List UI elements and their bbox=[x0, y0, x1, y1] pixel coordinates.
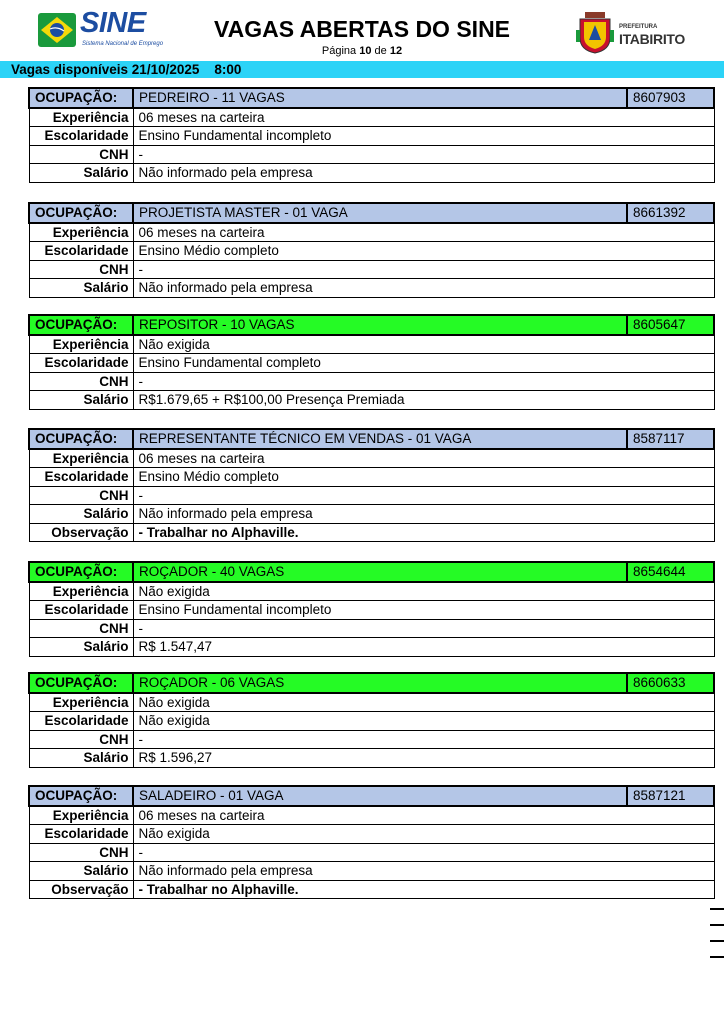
experience-value: Não exigida bbox=[133, 335, 714, 354]
occupation-title: REPOSITOR - 10 VAGAS bbox=[133, 315, 627, 335]
experience-row bbox=[29, 693, 714, 712]
education-row bbox=[29, 354, 714, 373]
education-value: Ensino Médio completo bbox=[133, 468, 714, 487]
occupation-title: PEDREIRO - 11 VAGAS bbox=[133, 88, 627, 108]
salary-value: Não informado pela empresa bbox=[133, 164, 714, 183]
education-row bbox=[29, 127, 714, 146]
cnh-value: - bbox=[133, 619, 714, 638]
availability-date-bar: Vagas disponíveis 21/10/2025 8:00 bbox=[0, 61, 724, 78]
salary-label: Salário bbox=[29, 164, 133, 183]
job-header-row bbox=[29, 786, 714, 806]
occupation-label: OCUPAÇÃO: bbox=[29, 315, 133, 335]
cnh-row bbox=[29, 619, 714, 638]
occupation-title: REPRESENTANTE TÉCNICO EM VENDAS - 01 VAGA bbox=[133, 429, 627, 449]
job-code: 8660633 bbox=[627, 673, 714, 693]
education-value: Ensino Médio completo bbox=[133, 242, 714, 261]
cnh-row bbox=[29, 145, 714, 164]
job-code: 8661392 bbox=[627, 203, 714, 223]
cnh-label: CNH bbox=[29, 843, 133, 862]
occupation-label: OCUPAÇÃO: bbox=[29, 673, 133, 693]
observation-label: Observação bbox=[29, 880, 133, 899]
experience-row bbox=[29, 108, 714, 127]
cnh-row bbox=[29, 486, 714, 505]
occupation-label: OCUPAÇÃO: bbox=[29, 786, 133, 806]
experience-row bbox=[29, 582, 714, 601]
cnh-value: - bbox=[133, 145, 714, 164]
occupation-label: OCUPAÇÃO: bbox=[29, 429, 133, 449]
cnh-row bbox=[29, 372, 714, 391]
job-header-row bbox=[29, 673, 714, 693]
observation-label: Observação bbox=[29, 523, 133, 542]
education-label: Escolaridade bbox=[29, 354, 133, 373]
cnh-row bbox=[29, 730, 714, 749]
job-header-row bbox=[29, 203, 714, 223]
job-table bbox=[28, 672, 715, 768]
education-label: Escolaridade bbox=[29, 825, 133, 844]
prefeitura-label: PREFEITURA bbox=[619, 24, 658, 30]
job-header-row bbox=[29, 562, 714, 582]
edge-mark bbox=[710, 924, 724, 926]
experience-label: Experiência bbox=[29, 223, 133, 242]
experience-row bbox=[29, 223, 714, 242]
observation-row bbox=[29, 880, 714, 899]
job-header-row bbox=[29, 88, 714, 108]
job-table bbox=[28, 428, 715, 542]
salary-row bbox=[29, 862, 714, 881]
education-row bbox=[29, 825, 714, 844]
cnh-row bbox=[29, 260, 714, 279]
cnh-label: CNH bbox=[29, 260, 133, 279]
salary-row bbox=[29, 279, 714, 298]
cnh-label: CNH bbox=[29, 145, 133, 164]
education-label: Escolaridade bbox=[29, 127, 133, 146]
experience-label: Experiência bbox=[29, 335, 133, 354]
experience-value: 06 meses na carteira bbox=[133, 223, 714, 242]
education-value: Não exigida bbox=[133, 712, 714, 731]
job-code: 8607903 bbox=[627, 88, 714, 108]
experience-value: Não exigida bbox=[133, 693, 714, 712]
observation-value: - Trabalhar no Alphaville. bbox=[133, 880, 714, 899]
cnh-label: CNH bbox=[29, 486, 133, 505]
city-crest-icon bbox=[576, 12, 614, 54]
experience-value: 06 meses na carteira bbox=[133, 806, 714, 825]
experience-value: 06 meses na carteira bbox=[133, 108, 714, 127]
page-edge-marks bbox=[710, 908, 724, 972]
observation-value: - Trabalhar no Alphaville. bbox=[133, 523, 714, 542]
salary-label: Salário bbox=[29, 749, 133, 768]
occupation-label: OCUPAÇÃO: bbox=[29, 562, 133, 582]
education-row bbox=[29, 712, 714, 731]
cnh-label: CNH bbox=[29, 730, 133, 749]
cnh-label: CNH bbox=[29, 619, 133, 638]
page-total: 12 bbox=[389, 45, 403, 57]
education-label: Escolaridade bbox=[29, 601, 133, 620]
edge-mark bbox=[710, 908, 724, 910]
observation-row bbox=[29, 523, 714, 542]
salary-value: R$ 1.596,27 bbox=[133, 749, 714, 768]
salary-value: Não informado pela empresa bbox=[133, 505, 714, 524]
salary-label: Salário bbox=[29, 638, 133, 657]
education-value: Ensino Fundamental incompleto bbox=[133, 601, 714, 620]
occupation-title: SALADEIRO - 01 VAGA bbox=[133, 786, 627, 806]
job-table bbox=[28, 785, 715, 899]
sine-logo-text: SINE bbox=[80, 7, 146, 39]
experience-value: 06 meses na carteira bbox=[133, 449, 714, 468]
experience-value: Não exigida bbox=[133, 582, 714, 601]
cnh-value: - bbox=[133, 260, 714, 279]
experience-label: Experiência bbox=[29, 449, 133, 468]
cnh-value: - bbox=[133, 843, 714, 862]
edge-mark bbox=[710, 940, 724, 942]
occupation-title: ROÇADOR - 40 VAGAS bbox=[133, 562, 627, 582]
job-code: 8605647 bbox=[627, 315, 714, 335]
occupation-title: ROÇADOR - 06 VAGAS bbox=[133, 673, 627, 693]
salary-label: Salário bbox=[29, 279, 133, 298]
cnh-value: - bbox=[133, 730, 714, 749]
prefeitura-logo bbox=[576, 12, 696, 56]
job-header-row bbox=[29, 429, 714, 449]
education-value: Ensino Fundamental completo bbox=[133, 354, 714, 373]
occupation-label: OCUPAÇÃO: bbox=[29, 203, 133, 223]
occupation-label: OCUPAÇÃO: bbox=[29, 88, 133, 108]
salary-row bbox=[29, 505, 714, 524]
occupation-title: PROJETISTA MASTER - 01 VAGA bbox=[133, 203, 627, 223]
page-separator: de bbox=[374, 45, 387, 57]
experience-row bbox=[29, 449, 714, 468]
education-label: Escolaridade bbox=[29, 242, 133, 261]
salary-value: R$1.679,65 + R$100,00 Presença Premiada bbox=[133, 391, 714, 410]
page-current: 10 bbox=[359, 45, 372, 57]
experience-label: Experiência bbox=[29, 693, 133, 712]
salary-row bbox=[29, 164, 714, 183]
job-table bbox=[28, 561, 715, 657]
job-code: 8587117 bbox=[627, 429, 714, 449]
cnh-row bbox=[29, 843, 714, 862]
page-header bbox=[0, 0, 724, 62]
education-label: Escolaridade bbox=[29, 468, 133, 487]
city-name: ITABIRITO bbox=[619, 31, 686, 47]
cnh-value: - bbox=[133, 372, 714, 391]
sine-logo-subtitle: Sistema Nacional de Emprego bbox=[82, 41, 164, 47]
education-row bbox=[29, 242, 714, 261]
salary-label: Salário bbox=[29, 862, 133, 881]
experience-label: Experiência bbox=[29, 806, 133, 825]
salary-value: Não informado pela empresa bbox=[133, 862, 714, 881]
education-row bbox=[29, 601, 714, 620]
salary-value: R$ 1.547,47 bbox=[133, 638, 714, 657]
salary-label: Salário bbox=[29, 391, 133, 410]
education-row bbox=[29, 468, 714, 487]
job-header-row bbox=[29, 315, 714, 335]
job-code: 8587121 bbox=[627, 786, 714, 806]
experience-row bbox=[29, 335, 714, 354]
salary-row bbox=[29, 391, 714, 410]
experience-row bbox=[29, 806, 714, 825]
salary-label: Salário bbox=[29, 505, 133, 524]
job-code: 8654644 bbox=[627, 562, 714, 582]
page-prefix: Página bbox=[321, 45, 357, 57]
experience-label: Experiência bbox=[29, 108, 133, 127]
job-table bbox=[28, 314, 715, 410]
education-value: Não exigida bbox=[133, 825, 714, 844]
salary-row bbox=[29, 749, 714, 768]
cnh-value: - bbox=[133, 486, 714, 505]
experience-label: Experiência bbox=[29, 582, 133, 601]
cnh-label: CNH bbox=[29, 372, 133, 391]
job-table bbox=[28, 87, 715, 183]
edge-mark bbox=[710, 956, 724, 958]
education-label: Escolaridade bbox=[29, 712, 133, 731]
salary-value: Não informado pela empresa bbox=[133, 279, 714, 298]
job-table bbox=[28, 202, 715, 298]
salary-row bbox=[29, 638, 714, 657]
education-value: Ensino Fundamental incompleto bbox=[133, 127, 714, 146]
page-title: VAGAS ABERTAS DO SINE bbox=[213, 16, 511, 42]
